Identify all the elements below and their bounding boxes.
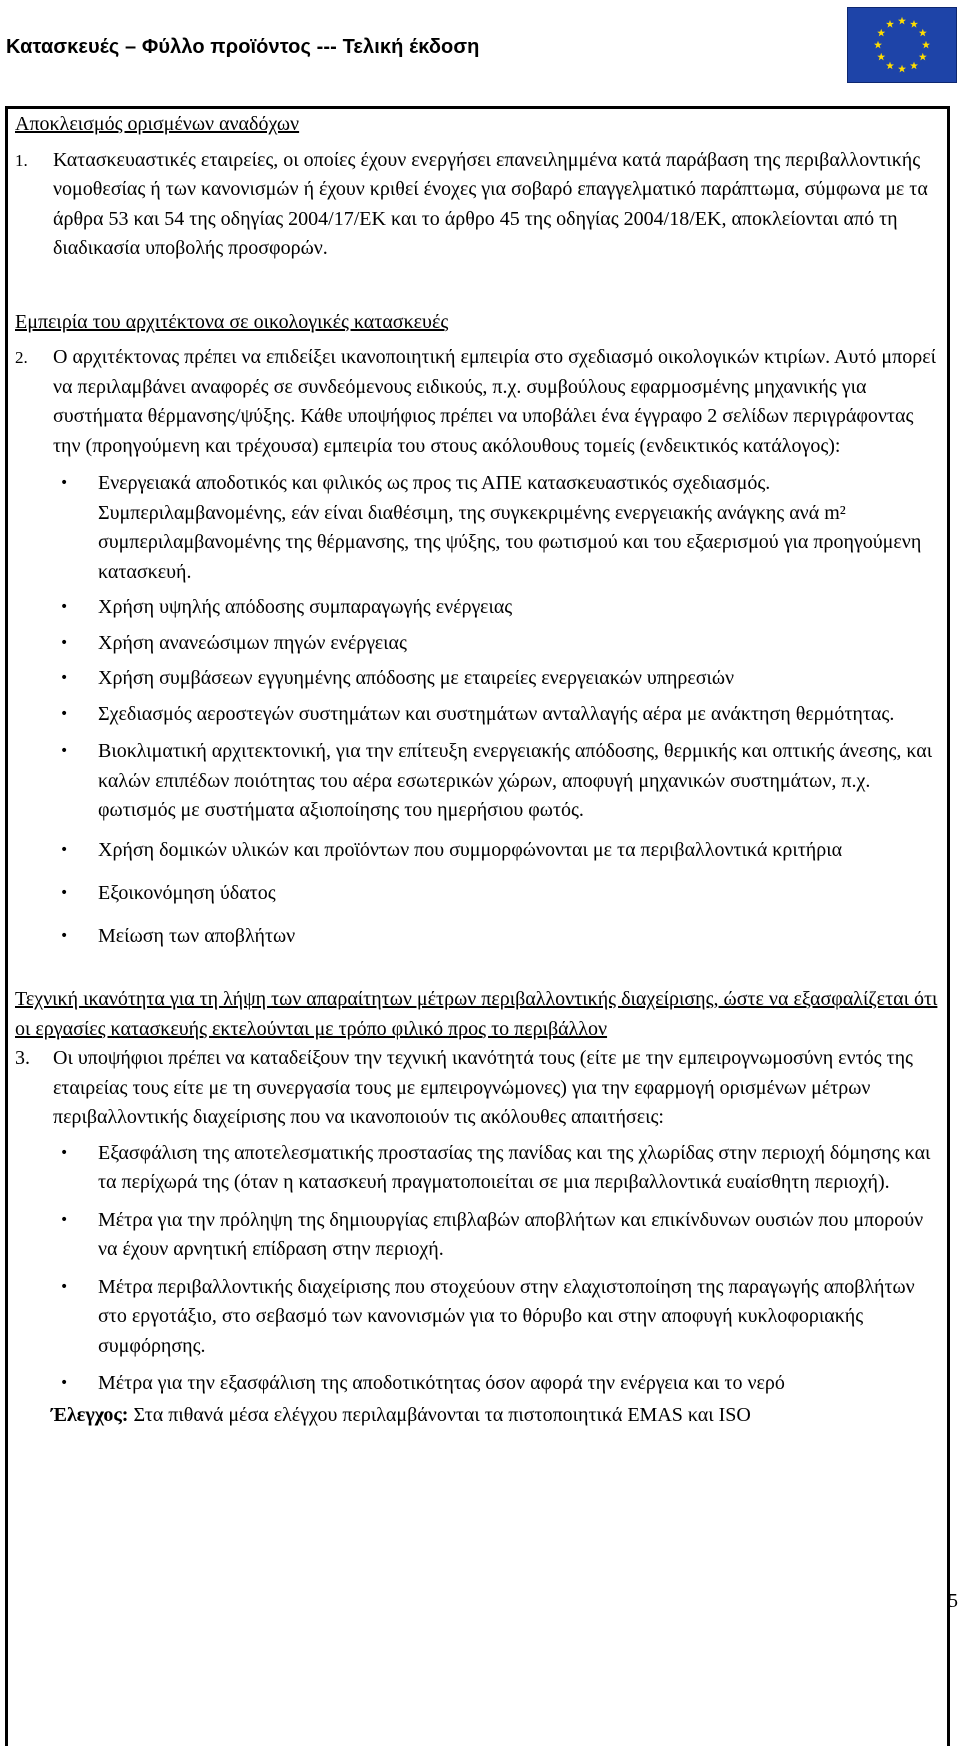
section-paragraph-3 <box>15 1044 940 1133</box>
list-item: • Χρήση δομικών υλικών και προϊόντων που συμμορφώνονται με τα περιβαλλοντικά κριτήρια <box>15 836 940 866</box>
section-paragraph-1 <box>15 146 940 264</box>
flag-star-icon <box>910 62 918 70</box>
verification-label: Έλεγχος: <box>51 1403 129 1426</box>
document-title: Κατασκευές – Φύλλο προϊόντος --- Τελική έκδοση <box>6 36 480 58</box>
list-item: • Χρήση υψηλής απόδοσης συμπαραγωγής ενέργειας <box>15 593 940 623</box>
experience-list <box>15 469 940 951</box>
flag-star-icon <box>922 41 930 49</box>
list-item: • Χρήση συμβάσεων εγγυημένης απόδοσης με εταιρείες ενεργειακών υπηρεσιών <box>15 664 940 694</box>
list-item: • Μέτρα για την πρόληψη της δημιουργίας επιβλαβών αποβλήτων και επικίνδυνων ουσιών που μπορούν να έχουν αρνητική επίδραση στην περιοχή. <box>15 1206 940 1265</box>
section-paragraph-2 <box>15 343 940 461</box>
verification-text: Στα πιθανά μέσα ελέγχου περιλαμβάνονται τα πιστοποιητικά EMAS και ISO <box>133 1403 751 1426</box>
list-item: • Μέτρα για την εξασφάλιση της αποδοτικότητας όσον αφορά την ενέργεια και το νερό <box>15 1369 940 1399</box>
list-item: • Ενεργειακά αποδοτικός και φιλικός ως προς τις ΑΠΕ κατασκευαστικός σχεδιασμός. Συμπεριλαμβανομένης, εάν είναι διαθέσιμη, της συγκεκριμένης ενεργειακής ανάγκης ανά m² συμπεριλαμβανομένης της θέρμανσης, της ψύξης, του φωτισμού και του εξαερισμού για προηγούμενη κατασκευή. <box>15 469 940 587</box>
flag-star-icon <box>877 29 885 37</box>
paragraph-number: 1. <box>15 150 28 170</box>
flag-star-icon <box>898 65 906 73</box>
page-number: 5 <box>948 1590 958 1612</box>
verification-note <box>15 1401 940 1431</box>
list-item: • Βιοκλιματική αρχιτεκτονική, για την επίτευξη ενεργειακής απόδοσης, θερμικής και οπτικής άνεσης, και καλών επιπέδων ποιότητας του αέρα εσωτερικών χώρων, αποφυγή μηχανικών συστημάτων, π.χ. φωτισμός με συστήματα αξιοποίησης του ημερήσιου φωτός. <box>15 737 940 826</box>
eu-flag-icon <box>847 7 957 83</box>
list-item: • Εξασφάλιση της αποτελεσματικής προστασίας της πανίδας και της χλωρίδας στην περιοχή δόμησης και τα περίχωρά της (όταν η κατασκευή πραγματοποιείται σε μια περιβαλλοντικά ευαίσθητη περιοχή). <box>15 1139 940 1198</box>
flag-star-icon <box>877 53 885 61</box>
flag-star-icon <box>919 29 927 37</box>
section-heading-exclusion: Αποκλεισμός ορισμένων αναδόχων <box>15 113 300 135</box>
list-item: • Χρήση ανανεώσιμων πηγών ενέργειας <box>15 629 940 659</box>
eu-flag-stars <box>848 8 956 82</box>
environmental-measures-list <box>15 1139 940 1399</box>
flag-star-icon <box>874 41 882 49</box>
list-item: • Εξοικονόμηση ύδατος <box>15 879 940 909</box>
section-heading-architect-experience: Εμπειρία του αρχιτέκτονα σε οικολογικές κατασκευές <box>15 310 449 333</box>
list-item: • Σχεδιασμός αεροστεγών συστημάτων και συστημάτων ανταλλαγής αέρα με ανάκτηση θερμότητας. <box>15 700 940 730</box>
document-body <box>15 110 940 1430</box>
list-item: • Μέτρα περιβαλλοντικής διαχείρισης που στοχεύουν στην ελαχιστοποίηση της παραγωγής αποβλήτων στο εργοτάξιο, στο σεβασμό των κανονισμών για το θόρυβο και στην αποφυγή κυκλοφοριακής συμφόρησης. <box>15 1273 940 1362</box>
flag-star-icon <box>919 53 927 61</box>
section-heading-technical-capacity: Τεχνική ικανότητα για τη λήψη των απαραίτητων μέτρων περιβαλλοντικής διαχείρισης, ώστε να εξασφαλίζεται ότι οι εργασίες κατασκευής εκτελούνται με τρόπο φιλικό προς το περιβάλλον <box>15 988 938 1040</box>
flag-star-icon <box>886 62 894 70</box>
flag-star-icon <box>886 20 894 28</box>
paragraph-text: Ο αρχιτέκτονας πρέπει να επιδείξει ικανοποιητική εμπειρία στο σχεδιασμό οικολογικών κτιρίων. Αυτό μπορεί να περιλαμβάνει αναφορές σε συνδεόμενους ειδικούς, π.χ. συμβούλους εφαρμοσμένης μηχανικής για συστήματα θέρμανσης/ψύξης. Κάθε υποψήφιος πρέπει να υποβάλει ένα έγγραφο 2 σελίδων περιγράφοντας την (προηγούμενη και τρέχουσα) εμπειρία του στους ακόλουθους τομείς (ενδεικτικός κατάλογος): <box>53 346 936 457</box>
list-item: • Μείωση των αποβλήτων <box>15 922 940 952</box>
paragraph-text: Οι υποψήφιοι πρέπει να καταδείξουν την τεχνική ικανότητά τους (είτε με την εμπειρογνωμοσύνη εντός της εταιρείας τους είτε με τη συνεργασία τους με εμπειρογνώμονες) για την εφαρμογή ορισμένων μέτρων περιβαλλοντικής διαχείρισης που να ικανοποιούν τις ακόλουθες απαιτήσεις: <box>53 1047 913 1128</box>
paragraph-number: 2. <box>15 348 28 367</box>
flag-star-icon <box>910 20 918 28</box>
paragraph-number: 3. <box>15 1047 30 1069</box>
paragraph-text: Κατασκευαστικές εταιρείες, οι οποίες έχουν ενεργήσει επανειλημμένα κατά παράβαση της περιβαλλοντικής νομοθεσίας ή των κανονισμών ή έχουν κριθεί ένοχες για σοβαρό επαγγελματικό παράπτωμα, σύμφωνα με τα άρθρα 53 και 54 της οδηγίας 2004/17/ΕΚ και το άρθρο 45 της οδηγίας 2004/18/ΕΚ, αποκλείονται από τη διαδικασία υποβολής προσφορών. <box>53 148 928 259</box>
flag-star-icon <box>898 17 906 25</box>
